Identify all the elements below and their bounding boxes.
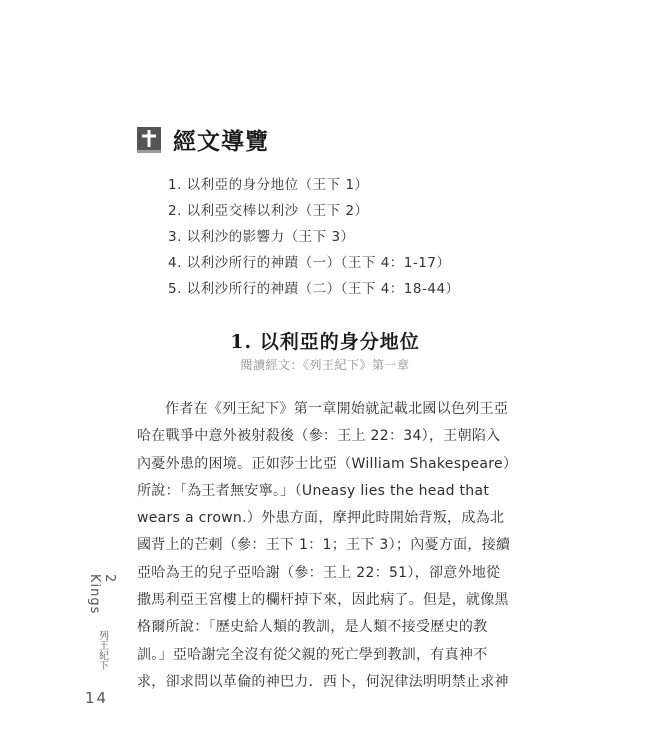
outline-item: 1. 以利亞的身分地位（王下 1）: [168, 177, 369, 193]
outline-item: 3. 以利沙的影響力（王下 3）: [168, 229, 355, 245]
section-title: 經文導覽: [173, 128, 269, 155]
body-line: 所說：「為王者無安寧。」（Uneasy lies the head that: [137, 482, 490, 499]
page-number: 14: [85, 689, 109, 707]
body-line: wears a crown.）外患方面，摩押此時開始背叛，成為北: [137, 510, 505, 527]
section-header: [137, 123, 269, 156]
running-header: [87, 574, 117, 670]
outline-list: [168, 172, 460, 302]
chapter-title: 1. 以利亞的身分地位: [230, 331, 420, 353]
book-title-zh: 列王紀下: [96, 630, 108, 670]
body-line: 內憂外患的困境。正如莎士比亞（William Shakespeare）: [137, 455, 518, 472]
outline-item: 5. 以利沙所行的神蹟（二）（王下 4：18-44）: [168, 281, 460, 297]
cross-icon: [137, 127, 161, 153]
body-line: 哈在戰爭中意外被射殺後（參：王上 22：34），王朝陷入: [137, 428, 501, 445]
outline-item: 2. 以利亞交棒以利沙（王下 2）: [168, 203, 369, 219]
body-paragraph: [137, 396, 518, 696]
reading-reference: 閱讀經文：《列王紀下》第一章: [240, 358, 410, 372]
body-line: 作者在《列王紀下》第一章開始就記載北國以色列王亞: [165, 401, 509, 417]
body-line: 求，卻求問以革倫的神巴力．西卜，何況律法明明禁止求神: [137, 673, 509, 690]
body-line: 格爾所說：「歷史給人類的教訓，是人類不接受歷史的教: [137, 619, 488, 636]
body-line: 訓。」亞哈謝完全沒有從父親的死亡學到教訓，有真神不: [137, 646, 488, 663]
body-line: 撒馬利亞王宮樓上的欄杆掉下來，因此病了。但是，就像黑: [137, 592, 509, 609]
outline-item: 4. 以利沙所行的神蹟（一）（王下 4：1-17）: [168, 255, 451, 271]
body-line: 國背上的芒刺（參：王下 1：1；王下 3）；內憂方面，接續: [137, 537, 511, 554]
body-line: 亞哈為王的兒子亞哈謝（參：王上 22：51），卻意外地從: [137, 564, 501, 581]
book-title-en: 2 Kings: [87, 574, 117, 615]
